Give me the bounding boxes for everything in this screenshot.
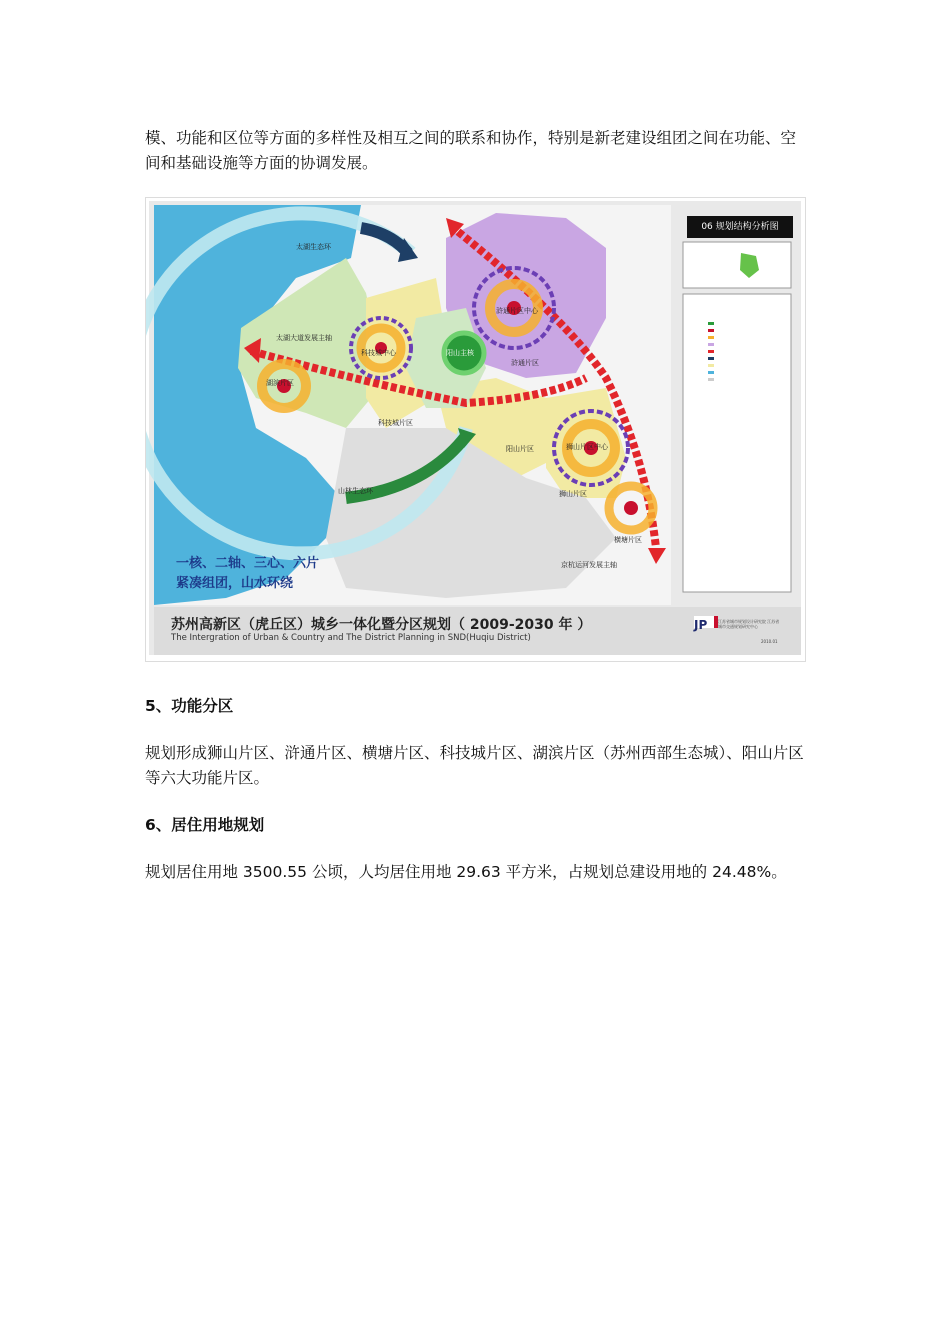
section-heading-residential-land: 6、居住用地规划 <box>145 816 265 834</box>
map-title-english: The Intergration of Urban & Country and The District Planning in SND(Huqiu District) <box>171 633 531 643</box>
label-taihu-eco-ring: 太湖生态环 <box>296 243 331 251</box>
panel-title: 06 规划结构分析图 <box>687 216 793 238</box>
legend-swatches <box>708 322 714 381</box>
label-taihu-axis: 太湖大道发展主轴 <box>276 334 332 342</box>
label-shishan-center: 狮山片区中心 <box>566 443 608 451</box>
label-xutong-area: 浒通片区 <box>511 359 539 367</box>
label-kejicheng-area: 科技城片区 <box>378 419 413 427</box>
functional-zones-paragraph: 规划形成狮山片区、浒通片区、横塘片区、科技城片区、湖滨片区（苏州西部生态城）、阳山片区等六大功能片区。 <box>145 744 804 787</box>
map-date: 2010.01 <box>761 639 778 644</box>
label-keji-center: 科技城中心 <box>361 349 396 357</box>
label-jinghang-axis: 京杭运河发展主轴 <box>561 561 617 569</box>
map-slogan-line2: 紧凑组团，山水环绕 <box>176 576 294 591</box>
locator-box <box>683 242 791 288</box>
map-title-chinese: 苏州高新区（虎丘区）城乡一体化暨分区规划（ 2009-2030 年 ） <box>171 617 592 633</box>
residential-land-paragraph: 规划居住用地 3500.55 公顷，人均居住用地 29.63 平方米，占规划总建设用地的 24.48%。 <box>145 863 787 881</box>
label-shanlin-ring: 山林生态环 <box>338 487 373 495</box>
institute-logo: JP <box>694 618 708 632</box>
label-hengtang-area: 横塘片区 <box>614 536 642 544</box>
map-slogan-line1: 一核、二轴、三心、六片 <box>176 556 320 571</box>
institute-name: 江苏省城市规划设计研究院 江苏省城市交通规划研究中心 <box>718 619 780 629</box>
legend-box <box>683 294 791 592</box>
label-hubin-area: 湖滨片区 <box>266 379 294 387</box>
label-shishan-area: 狮山片区 <box>559 490 587 498</box>
label-yangshan-core: 阳山主核 <box>446 349 474 357</box>
intro-paragraph: 模、功能和区位等方面的多样性及相互之间的联系和协作，特别是新老建设组团之间在功能、空间和基础设施等方面的协调发展。 <box>145 129 797 172</box>
label-yangshan-area: 阳山片区 <box>506 445 534 453</box>
label-xutong-center: 浒通片区中心 <box>496 307 538 315</box>
section-heading-functional-zones: 5、功能分区 <box>145 697 234 715</box>
planning-structure-map <box>145 197 806 662</box>
map-graphic <box>146 198 806 662</box>
